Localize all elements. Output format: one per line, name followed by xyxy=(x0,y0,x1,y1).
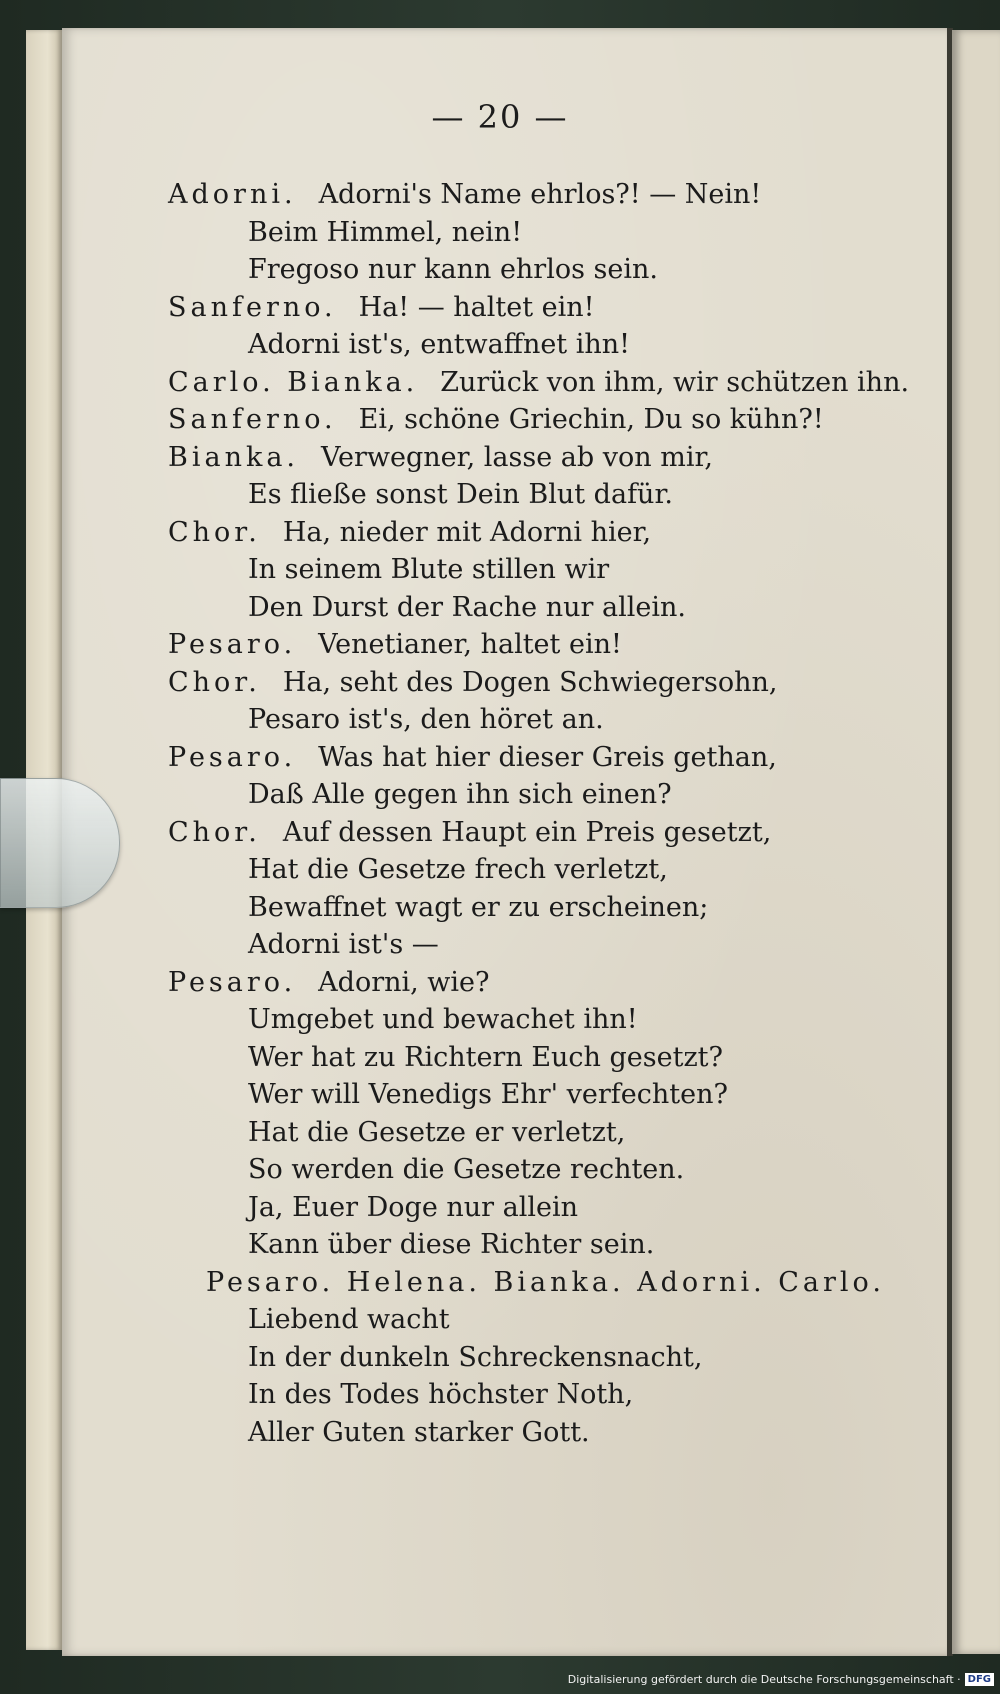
verse-text: Ha, nieder mit Adorni hier, xyxy=(282,516,652,548)
verse-text: Adorni ist's — xyxy=(248,929,439,960)
verse-text: Venetianer, haltet ein! xyxy=(318,629,622,660)
verse-text: Adorni ist's, entwaffnet ihn! xyxy=(248,329,631,360)
text-line xyxy=(168,1039,928,1077)
speaker-name: Chor. xyxy=(168,516,261,548)
verse-text: Daß Alle gegen ihn sich einen? xyxy=(248,779,672,810)
verse-text: Wer hat zu Richtern Euch gesetzt? xyxy=(248,1041,724,1073)
verse-text: Liebend wacht xyxy=(248,1304,450,1335)
verse-text: Ha, seht des Dogen Schwiegersohn, xyxy=(282,666,778,698)
verse-text: Umgebet und bewachet ihn! xyxy=(248,1004,638,1035)
digitization-credit xyxy=(568,1670,994,1688)
text-line xyxy=(168,626,928,664)
verse-text: Hat die Gesetze er verletzt, xyxy=(248,1116,626,1148)
text-line xyxy=(168,251,928,289)
text-line xyxy=(168,1076,928,1114)
text-line xyxy=(168,176,928,214)
verse-text: In des Todes höchster Noth, xyxy=(248,1379,634,1410)
text-line xyxy=(168,1189,928,1227)
text-line xyxy=(168,439,928,477)
verse-text: Wer will Venedigs Ehr' verfechten? xyxy=(248,1079,728,1110)
text-line xyxy=(168,551,928,589)
verse-text: Adorni's Name ehrlos?! — Nein! xyxy=(318,179,762,210)
verse-text: Was hat hier dieser Greis gethan, xyxy=(318,741,777,773)
verse-text: So werden die Gesetze rechten. xyxy=(248,1154,685,1185)
text-line xyxy=(168,214,928,252)
verse-text: Fregoso nur kann ehrlos sein. xyxy=(248,254,658,285)
text-line xyxy=(168,401,928,439)
text-line xyxy=(168,1226,928,1264)
text-line xyxy=(168,1151,928,1189)
text-line xyxy=(168,289,928,327)
verse-text: Kann über diese Richter sein. xyxy=(248,1229,655,1260)
verse-text: Zurück von ihm, wir schützen ihn. xyxy=(440,366,910,398)
verse-text: Verwegner, lasse ab von mir, xyxy=(321,441,713,473)
speaker-name: Chor. xyxy=(168,816,261,848)
text-line xyxy=(168,1301,928,1339)
text-line xyxy=(168,1339,928,1377)
dfg-logo: DFG xyxy=(965,1673,994,1686)
credit-text: Digitalisierung gefördert durch die Deutsche Forschungsgemeinschaft · xyxy=(567,1672,961,1686)
facing-page-edge xyxy=(952,30,1000,1654)
verse-text: In seinem Blute stillen wir xyxy=(248,554,610,585)
text-line xyxy=(168,851,928,889)
text-line xyxy=(168,739,928,777)
text-line xyxy=(168,814,928,852)
text-line xyxy=(168,1376,928,1414)
text-line xyxy=(168,514,928,552)
text-line xyxy=(168,664,928,702)
verse-text: Ja, Euer Doge nur allein xyxy=(248,1191,579,1223)
libretto-text xyxy=(168,176,928,1451)
verse-text: Ha! — haltet ein! xyxy=(358,291,595,323)
verse-text: Hat die Gesetze frech verletzt, xyxy=(248,854,668,885)
text-line xyxy=(168,889,928,927)
text-line xyxy=(168,326,928,364)
verse-text: Adorni, wie? xyxy=(318,966,490,998)
verse-text: Pesaro ist's, den höret an. xyxy=(248,704,604,735)
speaker-name: Pesaro. xyxy=(168,966,297,998)
verse-text: Bewaffnet wagt er zu erscheinen; xyxy=(248,891,709,923)
verse-text: Den Durst der Rache nur allein. xyxy=(248,591,686,623)
text-line xyxy=(168,1114,928,1152)
verse-text: Auf dessen Haupt ein Preis gesetzt, xyxy=(282,816,772,848)
speaker-name: Adorni. xyxy=(168,179,297,210)
verse-text: Ei, schöne Griechin, Du so kühn?! xyxy=(358,404,824,435)
verse-text: Aller Guten starker Gott. xyxy=(248,1416,590,1448)
text-line xyxy=(168,1001,928,1039)
speaker-name: Pesaro. xyxy=(168,741,297,773)
text-line xyxy=(168,1414,928,1452)
page-number: — 20 — xyxy=(431,98,569,136)
speaker-name: Chor. xyxy=(168,666,261,698)
speaker-name: Carlo. Bianka. xyxy=(168,366,419,398)
verse-text: Beim Himmel, nein! xyxy=(248,216,523,248)
verse-text: Es fließe sonst Dein Blut dafür. xyxy=(248,479,673,510)
text-line xyxy=(168,776,928,814)
text-line xyxy=(168,364,928,402)
text-line xyxy=(168,1264,928,1302)
speaker-name: Sanferno. xyxy=(168,291,337,323)
text-line xyxy=(168,926,928,964)
speaker-name: Pesaro. Helena. Bianka. Adorni. Carlo. xyxy=(206,1266,885,1298)
text-line xyxy=(168,589,928,627)
text-line xyxy=(168,701,928,739)
text-line xyxy=(168,964,928,1002)
speaker-name: Bianka. xyxy=(168,441,300,473)
speaker-name: Sanferno. xyxy=(168,404,337,435)
text-line xyxy=(168,476,928,514)
speaker-name: Pesaro. xyxy=(168,629,297,660)
verse-text: In der dunkeln Schreckensnacht, xyxy=(248,1341,703,1373)
